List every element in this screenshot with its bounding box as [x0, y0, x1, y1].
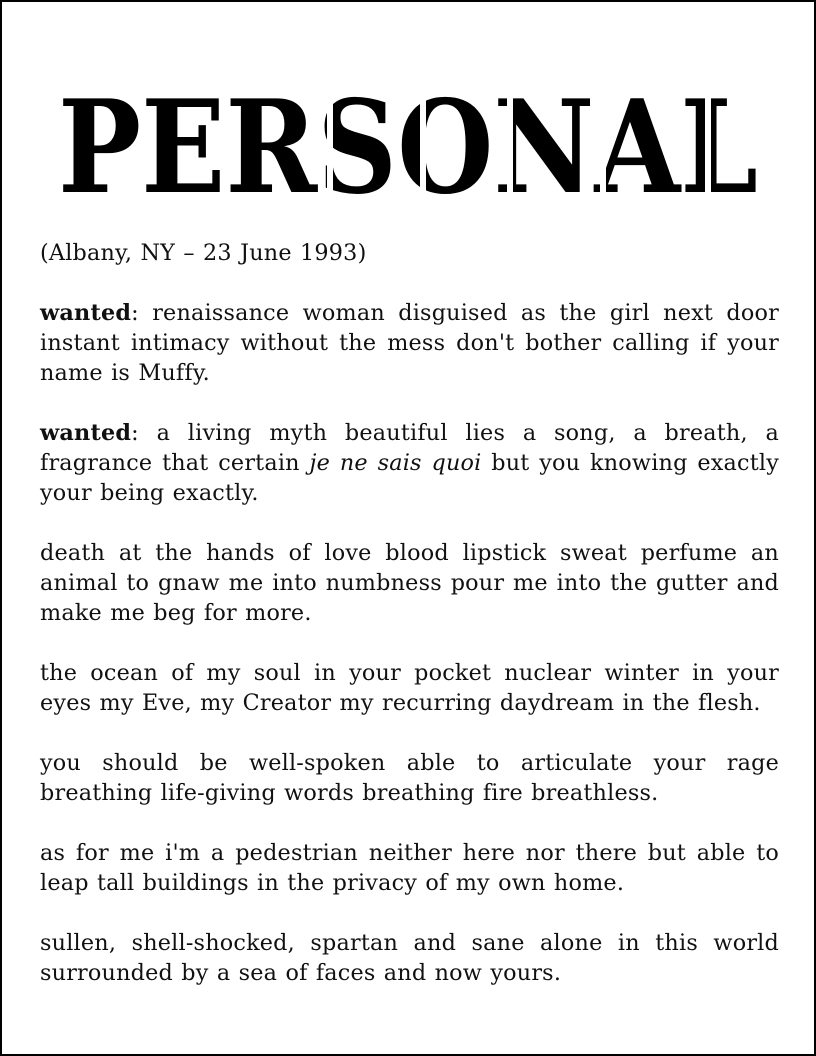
dateline: (Albany, NY – 23 June 1993)	[40, 240, 367, 266]
paragraph-4: the ocean of my soul in your pocket nuclear winter in your eyes my Eve, my Creator my recurring daydream in the flesh.	[40, 660, 779, 716]
paragraph-6: as for me i'm a pedestrian neither here nor there but able to leap tall buildings in the privacy of my own home.	[40, 840, 779, 896]
paragraph-2	[40, 418, 779, 508]
paragraph-1	[40, 298, 779, 388]
paragraph-1-text: : renaissance woman disguised as the girl next door instant intimacy without the mess don't bother calling if your name is Muffy.	[40, 300, 779, 386]
title-block	[0, 73, 816, 223]
paragraph-2-text-after: but you knowing exactly your being exactly.	[40, 450, 779, 506]
paragraph-3: death at the hands of love blood lipstick sweat perfume an animal to gnaw me into numbness pour me into the gutter and make me beg for more.	[40, 540, 779, 626]
paragraph-2-italic: je ne sais quoi	[309, 450, 482, 476]
poem-body	[40, 238, 779, 988]
paragraph-2-text-before: : a living myth beautiful lies a song, a breath, a fragrance that certain	[40, 420, 779, 476]
page-title-text: PERSONAL	[58, 73, 758, 223]
paragraph-2-keyword: wanted	[40, 420, 132, 446]
paragraph-7: sullen, shell-shocked, spartan and sane alone in this world surrounded by a sea of faces and now yours.	[40, 930, 779, 986]
paragraph-5: you should be well-spoken able to articulate your rage breathing life-giving words breathing fire breathless.	[40, 750, 779, 806]
paragraph-1-keyword: wanted	[40, 300, 132, 326]
page-title	[48, 73, 768, 223]
